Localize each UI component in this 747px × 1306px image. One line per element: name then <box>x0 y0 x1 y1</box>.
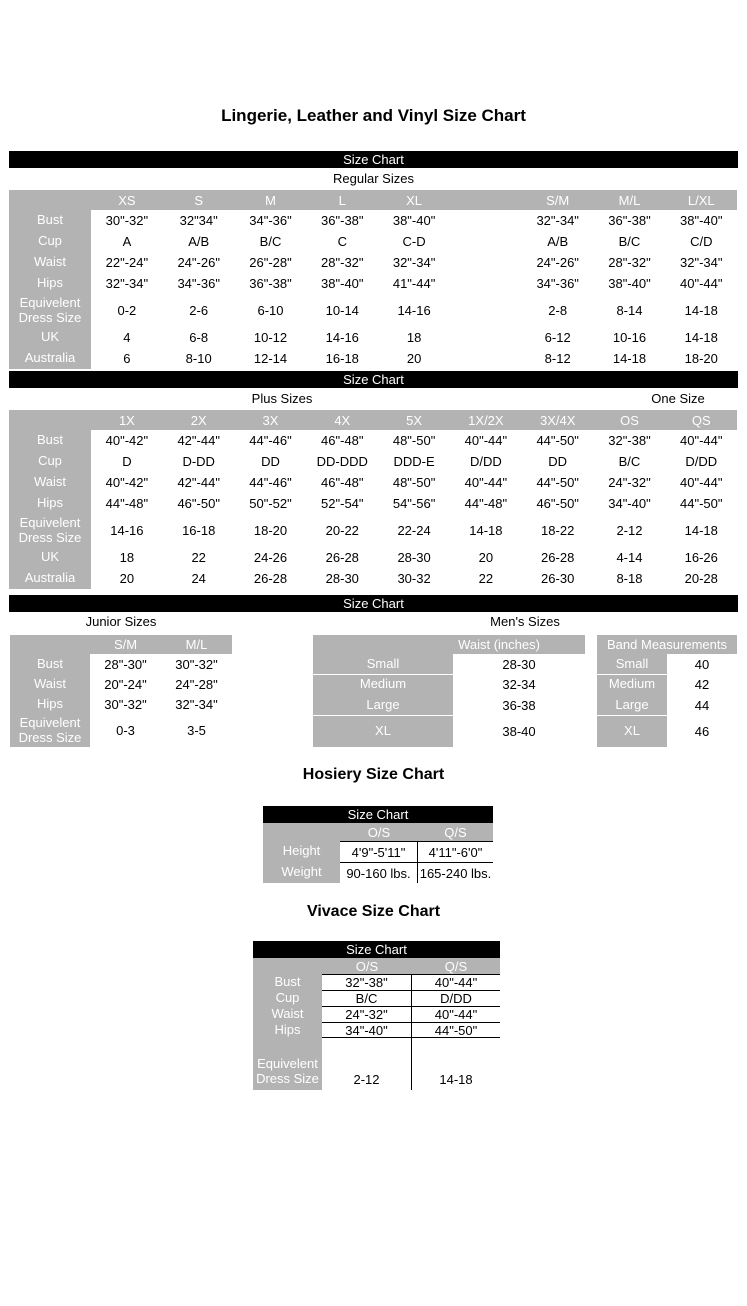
row-label-cell: Bust <box>9 210 91 231</box>
value-cell: 26-30 <box>522 568 594 589</box>
column-header-cell: M/L <box>594 190 666 210</box>
value-cell: 32"-34" <box>378 252 450 273</box>
mens-band-table <box>597 635 737 747</box>
value-cell: 14-18 <box>665 514 737 547</box>
value-cell: 24"-32" <box>594 472 666 493</box>
value-cell: D/DD <box>665 451 737 472</box>
value-cell: D <box>91 451 163 472</box>
value-cell: 28"-30" <box>90 654 161 674</box>
value-cell: 28-30 <box>453 654 585 674</box>
corner-cell <box>9 410 91 430</box>
value-cell: 26-28 <box>522 547 594 568</box>
row-label-cell: Australia <box>9 568 91 589</box>
value-cell <box>450 327 522 348</box>
value-cell: 14-18 <box>412 1038 500 1090</box>
value-cell <box>450 231 522 252</box>
value-cell: 38"-40" <box>306 273 378 294</box>
value-cell: 14-18 <box>594 348 666 369</box>
value-cell: 4 <box>91 327 163 348</box>
value-cell: 2-8 <box>522 294 594 327</box>
row-label-cell: Australia <box>9 348 91 369</box>
value-cell: 44"-46" <box>235 472 307 493</box>
value-cell: 30-32 <box>378 568 450 589</box>
value-cell: 24"-32" <box>322 1006 412 1022</box>
row-label-cell: Equivelent Dress Size <box>253 1038 322 1090</box>
value-cell: 40"-44" <box>450 472 522 493</box>
value-cell: 0-3 <box>90 714 161 747</box>
value-cell: 40"-44" <box>665 430 737 451</box>
value-cell: 22 <box>450 568 522 589</box>
junior-sizes-label: Junior Sizes <box>85 614 157 629</box>
value-cell: 38"-40" <box>665 210 737 231</box>
mens-sizes-tables <box>313 635 737 747</box>
value-cell: 44"-48" <box>450 493 522 514</box>
column-header-cell: S/M <box>522 190 594 210</box>
vivace-table <box>253 958 500 1090</box>
row-label-cell: UK <box>9 547 91 568</box>
row-label-cell: Large <box>313 695 453 715</box>
column-header-cell: O/S <box>340 823 418 841</box>
value-cell: 16-18 <box>163 514 235 547</box>
value-cell: 14-16 <box>378 294 450 327</box>
value-cell: 18-22 <box>522 514 594 547</box>
column-header-cell: S <box>163 190 235 210</box>
column-header-cell: M <box>235 190 307 210</box>
value-cell: DD <box>235 451 307 472</box>
value-cell: 30"-32" <box>91 210 163 231</box>
value-cell <box>450 252 522 273</box>
column-header-cell: L/XL <box>665 190 737 210</box>
value-cell: 28"-32" <box>306 252 378 273</box>
row-label-cell: Waist <box>9 472 91 493</box>
value-cell: 2-6 <box>163 294 235 327</box>
value-cell: 34"-36" <box>163 273 235 294</box>
value-cell: 40"-44" <box>412 974 500 990</box>
value-cell: 18-20 <box>235 514 307 547</box>
value-cell: 54"-56" <box>378 493 450 514</box>
value-cell: 32"-38" <box>322 974 412 990</box>
column-header-cell: 2X <box>163 410 235 430</box>
value-cell: 3-5 <box>161 714 232 747</box>
mens-sizes-label: Men's Sizes <box>490 614 560 629</box>
size-chart-bar-label: Size Chart <box>343 372 404 387</box>
value-cell: 14-18 <box>450 514 522 547</box>
value-cell: 6-10 <box>235 294 307 327</box>
corner-cell <box>9 190 91 210</box>
value-cell: 18-20 <box>665 348 737 369</box>
row-label-cell: Hips <box>9 273 91 294</box>
column-header-cell: 1X/2X <box>450 410 522 430</box>
row-label-cell: Waist <box>253 1006 322 1022</box>
column-header-cell: L <box>306 190 378 210</box>
row-label-cell: Waist <box>9 252 91 273</box>
value-cell: 24-26 <box>235 547 307 568</box>
value-cell: 8-14 <box>594 294 666 327</box>
corner-cell <box>253 958 322 974</box>
value-cell: 32"-34" <box>91 273 163 294</box>
value-cell: 32"-34" <box>665 252 737 273</box>
value-cell <box>450 294 522 327</box>
value-cell: 32"-34" <box>522 210 594 231</box>
value-cell: 20-28 <box>665 568 737 589</box>
value-cell: 20"-24" <box>90 674 161 694</box>
row-label-cell: Medium <box>597 675 667 695</box>
value-cell: 22 <box>163 547 235 568</box>
row-label-cell: Small <box>313 654 453 674</box>
value-cell: 48"-50" <box>378 472 450 493</box>
hosiery-title: Hosiery Size Chart <box>302 766 445 783</box>
row-label-cell: XL <box>597 716 667 747</box>
column-header-cell: XL <box>378 190 450 210</box>
value-cell: 16-26 <box>665 547 737 568</box>
value-cell: 6 <box>91 348 163 369</box>
value-cell: 32"-38" <box>594 430 666 451</box>
value-cell: B/C <box>235 231 307 252</box>
row-label-cell: Bust <box>9 430 91 451</box>
column-header-cell: 1X <box>91 410 163 430</box>
value-cell: D/DD <box>412 990 500 1006</box>
value-cell: 8-10 <box>163 348 235 369</box>
value-cell: 40"-44" <box>665 472 737 493</box>
value-cell: 24"-28" <box>161 674 232 694</box>
value-cell: 4-14 <box>594 547 666 568</box>
row-label-cell: Hips <box>10 694 90 714</box>
value-cell: 40"-42" <box>91 472 163 493</box>
size-chart-bar-label: Size Chart <box>343 152 404 167</box>
value-cell: 46"-48" <box>306 430 378 451</box>
vivace-title: Vivace Size Chart <box>306 903 441 920</box>
size-chart-bar-label: Size Chart <box>346 942 407 957</box>
value-cell: 44"-48" <box>91 493 163 514</box>
value-cell: 16-18 <box>306 348 378 369</box>
value-cell: 38-40 <box>453 716 585 747</box>
value-cell: 10-12 <box>235 327 307 348</box>
column-header-cell: OS <box>594 410 666 430</box>
value-cell: 90-160 lbs. <box>340 862 418 883</box>
regular-sizes-label: Regular Sizes <box>333 171 414 186</box>
value-cell: 34"-40" <box>322 1022 412 1038</box>
plus-one-size-label-row <box>0 388 747 410</box>
junior-mens-tables-row <box>0 635 747 747</box>
value-cell: 10-16 <box>594 327 666 348</box>
value-cell: C/D <box>665 231 737 252</box>
row-label-cell: Bust <box>253 974 322 990</box>
value-cell: 8-18 <box>594 568 666 589</box>
corner-cell <box>263 823 340 841</box>
corner-cell <box>10 635 90 654</box>
value-cell: 14-16 <box>91 514 163 547</box>
value-cell: 46 <box>667 716 737 747</box>
value-cell: A <box>91 231 163 252</box>
value-cell: 46"-50" <box>522 493 594 514</box>
value-cell: 4'11"-6'0" <box>418 841 493 862</box>
row-label-cell: Weight <box>263 862 340 883</box>
value-cell: 52"-54" <box>306 493 378 514</box>
value-cell: 26-28 <box>306 547 378 568</box>
value-cell: 22-24 <box>378 514 450 547</box>
value-cell: 20-22 <box>306 514 378 547</box>
size-chart-bar <box>253 941 500 958</box>
value-cell: 28-30 <box>306 568 378 589</box>
value-cell: 44"-50" <box>522 472 594 493</box>
value-cell: 46"-48" <box>306 472 378 493</box>
row-label-cell: Equivelent Dress Size <box>9 514 91 547</box>
value-cell <box>450 273 522 294</box>
value-cell: 26"-28" <box>235 252 307 273</box>
row-label-cell: Cup <box>253 990 322 1006</box>
value-cell: A/B <box>163 231 235 252</box>
junior-sizes-table <box>10 635 232 747</box>
value-cell: 30"-32" <box>161 654 232 674</box>
value-cell: 40"-44" <box>412 1006 500 1022</box>
row-label-cell: Equivelent Dress Size <box>10 714 90 747</box>
column-header-cell: Waist (inches) <box>313 635 585 654</box>
value-cell: 28-30 <box>378 547 450 568</box>
value-cell: 42"-44" <box>163 472 235 493</box>
column-header-cell: Q/S <box>418 823 493 841</box>
value-cell: 46"-50" <box>163 493 235 514</box>
size-chart-bar <box>9 371 738 388</box>
value-cell: DD <box>522 451 594 472</box>
value-cell: 10-14 <box>306 294 378 327</box>
size-chart-bar-label: Size Chart <box>343 596 404 611</box>
value-cell: B/C <box>594 231 666 252</box>
value-cell: 14-18 <box>665 294 737 327</box>
column-header-cell: 3X <box>235 410 307 430</box>
value-cell: 8-12 <box>522 348 594 369</box>
size-chart-bar <box>9 151 738 168</box>
column-header-cell: 4X <box>306 410 378 430</box>
column-header-cell: QS <box>665 410 737 430</box>
value-cell: 44"-46" <box>235 430 307 451</box>
value-cell: 40 <box>667 654 737 674</box>
value-cell: 20 <box>378 348 450 369</box>
row-label-cell: Equivelent Dress Size <box>9 294 91 327</box>
value-cell: 0-2 <box>91 294 163 327</box>
value-cell: 38"-40" <box>594 273 666 294</box>
plus-sizes-table <box>9 410 738 589</box>
value-cell: 28"-32" <box>594 252 666 273</box>
value-cell: 24 <box>163 568 235 589</box>
junior-mens-label-row <box>0 612 747 632</box>
value-cell: 2-12 <box>322 1038 412 1090</box>
value-cell: 12-14 <box>235 348 307 369</box>
value-cell: C-D <box>378 231 450 252</box>
value-cell: 36"-38" <box>594 210 666 231</box>
value-cell: 42"-44" <box>163 430 235 451</box>
value-cell: 4'9"-5'11" <box>340 841 418 862</box>
value-cell: 165-240 lbs. <box>418 862 493 883</box>
column-header-cell: Q/S <box>412 958 500 974</box>
value-cell: 41"-44" <box>378 273 450 294</box>
size-chart-bar <box>9 595 738 612</box>
value-cell: B/C <box>594 451 666 472</box>
value-cell: 22"-24" <box>91 252 163 273</box>
regular-sizes-table <box>9 190 738 369</box>
value-cell <box>450 348 522 369</box>
value-cell: 44"-50" <box>412 1022 500 1038</box>
value-cell: DDD-E <box>378 451 450 472</box>
row-label-cell: Small <box>597 654 667 674</box>
value-cell: 34"-36" <box>522 273 594 294</box>
value-cell: 38"-40" <box>378 210 450 231</box>
value-cell: 34"-36" <box>235 210 307 231</box>
value-cell: 2-12 <box>594 514 666 547</box>
value-cell: 26-28 <box>235 568 307 589</box>
row-label-cell: Bust <box>10 654 90 674</box>
value-cell: 6-8 <box>163 327 235 348</box>
row-label-cell: XL <box>313 716 453 747</box>
row-label-cell: Hips <box>9 493 91 514</box>
column-header-cell: 3X/4X <box>522 410 594 430</box>
value-cell: 34"-40" <box>594 493 666 514</box>
value-cell: 14-16 <box>306 327 378 348</box>
one-size-label: One Size <box>651 391 705 406</box>
row-label-cell: Cup <box>9 451 91 472</box>
page-title: Lingerie, Leather and Vinyl Size Chart <box>221 106 526 125</box>
row-label-cell: Hips <box>253 1022 322 1038</box>
value-cell: 36-38 <box>453 695 585 715</box>
row-label-cell: Waist <box>10 674 90 694</box>
column-header-cell: M/L <box>161 635 232 654</box>
column-header-cell: 5X <box>378 410 450 430</box>
value-cell: 20 <box>91 568 163 589</box>
value-cell: D-DD <box>163 451 235 472</box>
column-header-cell: S/M <box>90 635 161 654</box>
value-cell: D/DD <box>450 451 522 472</box>
value-cell: B/C <box>322 990 412 1006</box>
column-header-cell: O/S <box>322 958 412 974</box>
value-cell: DD-DDD <box>306 451 378 472</box>
value-cell: 40"-44" <box>450 430 522 451</box>
value-cell: 32"34" <box>163 210 235 231</box>
size-chart-bar <box>263 806 493 823</box>
column-header-cell <box>450 190 522 210</box>
mens-waist-table <box>313 635 585 747</box>
value-cell: 44"-50" <box>665 493 737 514</box>
value-cell: 50"-52" <box>235 493 307 514</box>
column-header-cell: XS <box>91 190 163 210</box>
row-label-cell: Cup <box>9 231 91 252</box>
value-cell: 36"-38" <box>306 210 378 231</box>
size-chart-bar-label: Size Chart <box>347 807 409 822</box>
value-cell: 44"-50" <box>522 430 594 451</box>
value-cell: 36"-38" <box>235 273 307 294</box>
plus-sizes-label: Plus Sizes <box>251 391 313 406</box>
value-cell <box>450 210 522 231</box>
value-cell: 6-12 <box>522 327 594 348</box>
value-cell: 40"-44" <box>665 273 737 294</box>
value-cell: 44 <box>667 695 737 715</box>
value-cell: 18 <box>378 327 450 348</box>
hosiery-table <box>263 823 493 883</box>
value-cell: C <box>306 231 378 252</box>
value-cell: 32"-34" <box>161 694 232 714</box>
value-cell: 48"-50" <box>378 430 450 451</box>
value-cell: 20 <box>450 547 522 568</box>
row-label-cell: Medium <box>313 675 453 695</box>
column-header-cell: Band Measurements <box>597 635 737 654</box>
value-cell: 24"-26" <box>522 252 594 273</box>
row-label-cell: Large <box>597 695 667 715</box>
value-cell: 30"-32" <box>90 694 161 714</box>
value-cell: 18 <box>91 547 163 568</box>
row-label-cell: UK <box>9 327 91 348</box>
value-cell: 42 <box>667 675 737 695</box>
value-cell: 24"-26" <box>163 252 235 273</box>
value-cell: 40"-42" <box>91 430 163 451</box>
row-label-cell: Height <box>263 841 340 862</box>
value-cell: 14-18 <box>665 327 737 348</box>
value-cell: 32-34 <box>453 675 585 695</box>
value-cell: A/B <box>522 231 594 252</box>
